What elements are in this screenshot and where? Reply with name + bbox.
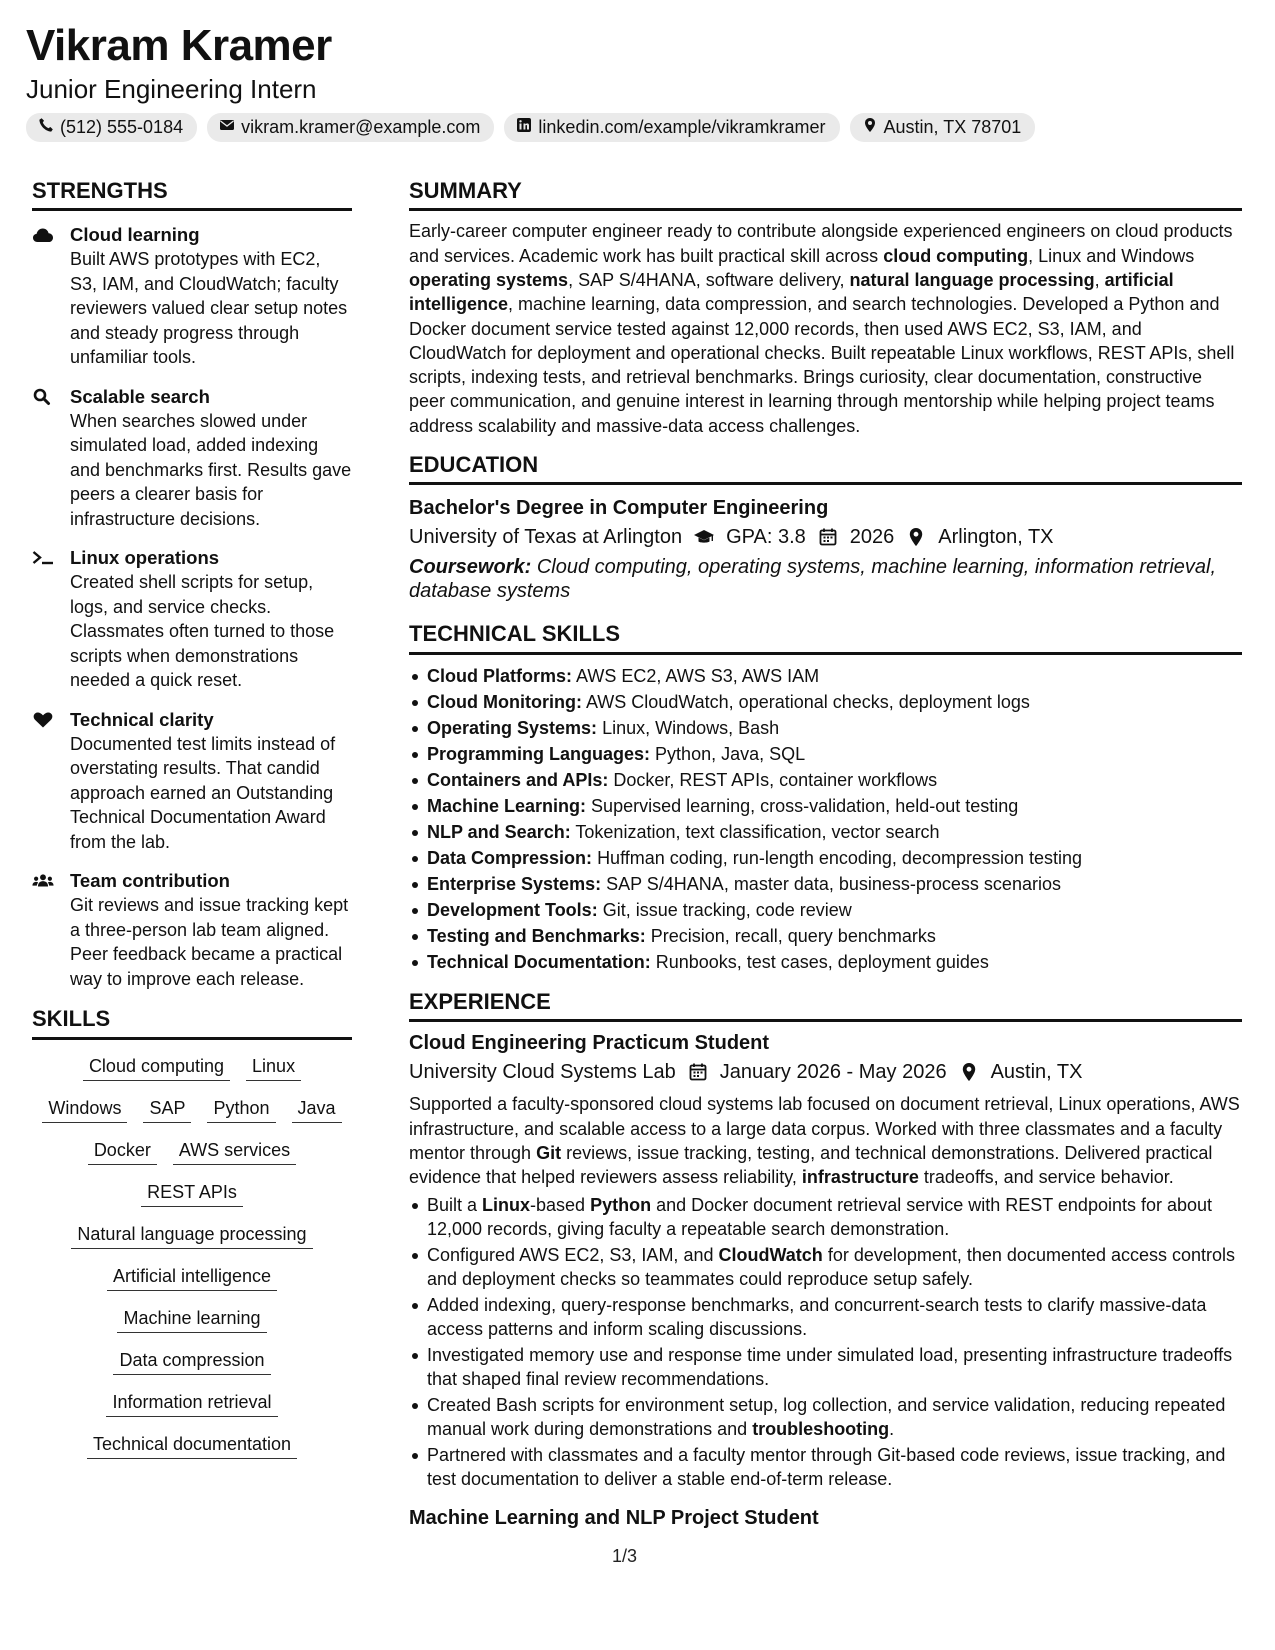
strength-item <box>32 223 352 370</box>
phone-text: (512) 555-0184 <box>60 117 184 137</box>
skill-values: Supervised learning, cross-validation, held-out testing <box>591 795 1019 816</box>
coursework-label: Coursework: <box>409 556 532 579</box>
emphasis-text: infrastructure <box>801 1167 919 1188</box>
school-location: Arlington, TX <box>938 526 1054 549</box>
list-item: Configured AWS EC2, S3, IAM, and CloudWatch for development, then documented access controls and deployment checks so teammates could reproduce setup safely. <box>409 1243 1242 1291</box>
skill-values: AWS EC2, AWS S3, AWS IAM <box>576 665 820 686</box>
skill-category: Development Tools: <box>427 899 598 920</box>
email-text: vikram.kramer@example.com <box>241 117 481 137</box>
job-dates: January 2026 - May 2026 <box>719 1061 947 1084</box>
skill-chip: Docker <box>88 1138 157 1165</box>
list-item <box>409 923 1242 949</box>
summary-text: Early-career computer engineer ready to contribute alongside experienced engineers on cloud products and services. Academic work has built practical skill across cloud computing, Linux and Windows operating systems, SAP S/4HANA, software delivery, natural language processing, artificial intelligence, machine learning, data compression, and search technologies. Developed a Python and Docker document service tested against 12,000 records, then used AWS EC2, S3, IAM, and CloudWatch for deployment and operational checks. Built repeatable Linux workflows, REST APIs, shell scripts, indexing tests, and retrieval benchmarks. Brings curiosity, clear documentation, constructive peer communication, and genuine interest in learning through mentorship while helping project teams address scalability and massive-data access challenges. <box>409 221 1235 436</box>
graduation-year: 2026 <box>849 526 895 549</box>
skill-values: Git, issue tracking, code review <box>602 899 852 920</box>
contact-linkedin[interactable] <box>504 113 839 142</box>
strength-title: Cloud learning <box>70 224 200 246</box>
skill-chip: Python <box>207 1096 275 1123</box>
degree-title: Bachelor's Degree in Computer Engineering <box>409 497 829 520</box>
list-item <box>409 767 1242 793</box>
summary-heading: SUMMARY <box>409 178 1242 211</box>
skill-values: Runbooks, test cases, deployment guides <box>655 951 989 972</box>
users-icon <box>32 869 70 991</box>
skill-category: Containers and APIs: <box>427 769 609 790</box>
strength-item <box>32 385 352 532</box>
location-pin-icon <box>959 1062 981 1082</box>
skill-chip: Technical documentation <box>87 1432 297 1459</box>
list-item: Built a Linux-based Python and Docker document retrieval service with REST endpoints for about 12,000 records, giving faculty a repeatable search demonstration. <box>409 1193 1242 1241</box>
page-number: 1/3 <box>612 1546 638 1566</box>
coursework-text: Cloud computing, operating systems, machine learning, information retrieval, database systems <box>409 556 1217 603</box>
skill-chip: Cloud computing <box>83 1054 230 1081</box>
job-organization: University Cloud Systems Lab <box>409 1061 676 1084</box>
location-text: Austin, TX 78701 <box>883 117 1022 137</box>
strength-body: Documented test limits instead of overstating results. That candid approach earned an Outstanding Technical Documentation Award from the lab. <box>70 733 336 852</box>
job-title: Cloud Engineering Practicum Student <box>409 1032 770 1055</box>
contact-phone[interactable] <box>26 113 197 142</box>
skill-category: Programming Languages: <box>427 743 651 764</box>
skill-chip: AWS services <box>173 1138 296 1165</box>
technical-skills-heading: TECHNICAL SKILLS <box>409 621 1242 654</box>
strength-title: Linux operations <box>70 547 220 569</box>
education-meta <box>409 523 1242 551</box>
skill-values: Python, Java, SQL <box>655 743 806 764</box>
skills-heading: SKILLS <box>32 1006 352 1039</box>
right-column <box>409 178 1242 1531</box>
strength-title: Technical clarity <box>70 708 214 730</box>
list-item <box>409 871 1242 897</box>
list-item <box>409 819 1242 845</box>
skill-chip: Linux <box>246 1054 301 1081</box>
heart-icon <box>32 708 70 855</box>
cloud-icon <box>32 223 70 370</box>
list-item <box>409 845 1242 871</box>
job-bullets <box>409 1193 1242 1491</box>
list-item: Added indexing, query-response benchmarks, and concurrent-search tests to clarify massive-data access patterns and inform scaling discussions. <box>409 1293 1242 1341</box>
technical-skills-list <box>409 663 1242 975</box>
skill-category: Enterprise Systems: <box>427 873 602 894</box>
list-item <box>409 741 1242 767</box>
contact-bar <box>26 113 1035 142</box>
skill-category: Machine Learning: <box>427 795 587 816</box>
skill-values: Linux, Windows, Bash <box>602 717 780 738</box>
strength-body: Created shell scripts for setup, logs, and service checks. Classmates often turned to those scripts when demonstrations needed a quick reset. <box>70 572 335 691</box>
skill-values: AWS CloudWatch, operational checks, deployment logs <box>585 691 1030 712</box>
skill-values: Huffman coding, run-length encoding, decompression testing <box>597 847 1083 868</box>
contact-location <box>850 113 1036 142</box>
job-meta <box>409 1058 1242 1086</box>
emphasis-text: troubleshooting <box>752 1419 890 1440</box>
left-column <box>32 178 352 1459</box>
skill-chip: Information retrieval <box>106 1390 277 1417</box>
skill-chip: Data compression <box>113 1348 270 1375</box>
skills-chip-list <box>32 1054 352 1459</box>
location-pin-icon <box>906 527 928 547</box>
education-section <box>409 452 1242 603</box>
terminal-icon <box>32 546 70 693</box>
strength-body: Built AWS prototypes with EC2, S3, IAM, and CloudWatch; faculty reviewers valued clear setup notes and steady progress through unfamiliar tools. <box>70 249 348 368</box>
contact-email[interactable] <box>207 113 494 142</box>
list-item <box>409 793 1242 819</box>
skill-values: Tokenization, text classification, vector search <box>575 821 940 842</box>
strength-title: Scalable search <box>70 385 210 407</box>
skill-category: Cloud Platforms: <box>427 665 573 686</box>
phone-icon <box>38 117 54 138</box>
technical-skills-section <box>409 621 1242 974</box>
emphasis-text: artificial intelligence <box>409 269 1174 315</box>
strength-title: Team contribution <box>70 870 230 892</box>
school-name: University of Texas at Arlington <box>409 526 683 549</box>
strength-item <box>32 869 352 991</box>
list-item: Partnered with classmates and a faculty mentor through Git-based code reviews, issue tracking, and test documentation to deliver a stable end-of-term release. <box>409 1443 1242 1491</box>
emphasis-text: CloudWatch <box>718 1245 823 1266</box>
linkedin-icon <box>516 117 532 138</box>
emphasis-text: Git <box>536 1142 562 1163</box>
candidate-title: Junior Engineering Intern <box>26 74 317 104</box>
experience-section <box>409 989 1242 1532</box>
candidate-name: Vikram Kramer <box>26 21 332 70</box>
strength-body: When searches slowed under simulated load, added indexing and benchmarks first. Results gave peers a clearer basis for infrastructure decisions. <box>70 410 352 529</box>
strength-item <box>32 546 352 693</box>
skill-category: NLP and Search: <box>427 821 571 842</box>
skill-chip: REST APIs <box>141 1180 243 1207</box>
job-location: Austin, TX <box>990 1061 1083 1084</box>
list-item: Created Bash scripts for environment setup, log collection, and service validation, reducing repeated manual work during demonstrations and troubleshooting. <box>409 1393 1242 1441</box>
skill-chip: Artificial intelligence <box>107 1264 277 1291</box>
experience-heading: EXPERIENCE <box>409 989 1242 1022</box>
search-icon <box>32 385 70 532</box>
emphasis-text: operating systems <box>409 269 569 290</box>
skill-chip: Windows <box>42 1096 127 1123</box>
skill-chip: Natural language processing <box>71 1222 312 1249</box>
job-summary: Supported a faculty-sponsored cloud systems lab focused on document retrieval, Linux operations, AWS infrastructure, and scalable access to a large data corpus. Worked with three classmates and a faculty mentor through Git reviews, issue tracking, testing, and technical demonstrations. Delivered practical evidence that helped reviewers assess reliability, infrastructure tradeoffs, and service behavior. <box>409 1094 1240 1188</box>
skill-chip: Machine learning <box>117 1306 266 1333</box>
strengths-heading: STRENGTHS <box>32 178 352 211</box>
strength-body: Git reviews and issue tracking kept a three-person lab team aligned. Peer feedback became a practical way to improve each release. <box>70 895 349 989</box>
skill-values: Precision, recall, query benchmarks <box>650 925 936 946</box>
skill-category: Testing and Benchmarks: <box>427 925 646 946</box>
skill-category: Operating Systems: <box>427 717 598 738</box>
envelope-icon <box>219 117 235 138</box>
list-item <box>409 715 1242 741</box>
job-title: Machine Learning and NLP Project Student <box>409 1507 819 1530</box>
list-item <box>409 949 1242 975</box>
list-item <box>409 897 1242 923</box>
list-item: Investigated memory use and response time under simulated load, presenting infrastructure tradeoffs that shaped final review recommendations. <box>409 1343 1242 1391</box>
skill-chip: SAP <box>143 1096 191 1123</box>
skill-category: Cloud Monitoring: <box>427 691 582 712</box>
emphasis-text: cloud computing <box>883 245 1029 266</box>
skill-category: Data Compression: <box>427 847 593 868</box>
calendar-icon <box>818 527 840 547</box>
calendar-icon <box>688 1062 710 1082</box>
emphasis-text: Python <box>590 1195 652 1216</box>
emphasis-text: Linux <box>482 1195 531 1216</box>
strength-item <box>32 708 352 855</box>
skill-category: Technical Documentation: <box>427 951 651 972</box>
graduation-cap-icon <box>694 527 716 547</box>
coursework <box>409 555 1242 603</box>
gpa-text: GPA: 3.8 <box>726 526 806 549</box>
strengths-list <box>32 223 352 991</box>
linkedin-text: linkedin.com/example/vikramkramer <box>538 117 826 137</box>
summary-section <box>409 178 1242 438</box>
skill-chip: Java <box>292 1096 342 1123</box>
skill-values: SAP S/4HANA, master data, business-process scenarios <box>606 873 1061 894</box>
list-item <box>409 663 1242 689</box>
location-pin-icon <box>862 117 878 138</box>
skill-values: Docker, REST APIs, container workflows <box>613 769 938 790</box>
emphasis-text: natural language processing <box>849 269 1095 290</box>
education-heading: EDUCATION <box>409 452 1242 485</box>
list-item <box>409 689 1242 715</box>
